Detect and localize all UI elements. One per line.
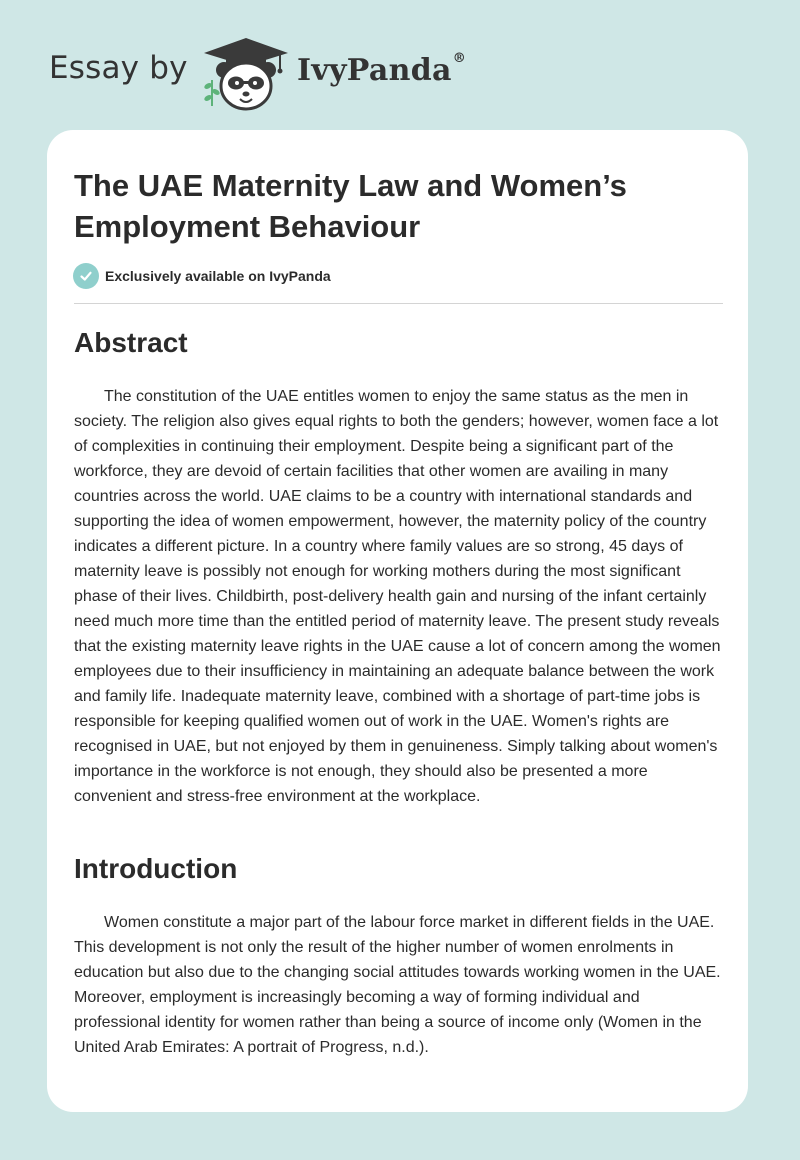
brand-label: IvyPanda bbox=[297, 53, 452, 88]
section-body-abstract: The constitution of the UAE entitles women to enjoy the same status as the men in society. The religion also gives equal rights to both the genders; however, women face a lot of complexities in continuing their employment. Despite being a significant part of the workforce, they are devoid of certain facilities that other women are availing in many countries across the world. UAE claims to be a country with international standards and supporting the idea of women empowerment, however, the maternity policy of the country indicates a different picture. In a country where family values are so strong, 45 days of maternity leave is possibly not enough for working mothers during the most significant phase of their lives. Childbirth, post-delivery health gain and nursing of the infant certainly need much more time than the entitled period of maternity leave. The present study reveals that the existing maternity leave rights in the UAE cause a lot of concern among the women employees due to their insufficiency in maintaining an adequate balance between the work and family life. Inadequate maternity leave, combined with a shortage of part-time jobs is responsible for keeping qualified women out of work in the UAE. Women's rights are recognised in UAE, but not enjoyed by them in genuineness. Simply talking about women's importance in the workforce is not enough, they should also be presented a more convenient and stress-free environment at the workplace. bbox=[74, 388, 721, 805]
essay-by-label: Essay by bbox=[49, 50, 188, 86]
checkmark-icon bbox=[73, 263, 99, 289]
divider bbox=[74, 303, 723, 304]
article-card bbox=[47, 130, 748, 1112]
section-heading-introduction: Introduction bbox=[74, 853, 238, 884]
section-body-introduction: Women constitute a major part of the labour force market in different fields in the UAE. This development is not only the result of the higher number of women enrolments in education but also due to the changing social attitudes towards working women in the UAE. Moreover, employment is increasingly becoming a way of forming individual and professional identity for women rather than being a source of income only (Women in the United Arab Emirates: A portrait of Progress, n.d.). bbox=[74, 914, 721, 1056]
section-heading-abstract: Abstract bbox=[74, 327, 188, 358]
panda-logo-icon[interactable] bbox=[200, 36, 292, 112]
exclusive-badge bbox=[73, 263, 331, 289]
registered-mark: ® bbox=[452, 51, 467, 66]
brand-name[interactable] bbox=[297, 53, 466, 88]
site-header bbox=[0, 0, 800, 130]
badge-label: Exclusively available on IvyPanda bbox=[105, 268, 331, 284]
page-title: The UAE Maternity Law and Women’s Employment Behaviour bbox=[74, 168, 627, 244]
